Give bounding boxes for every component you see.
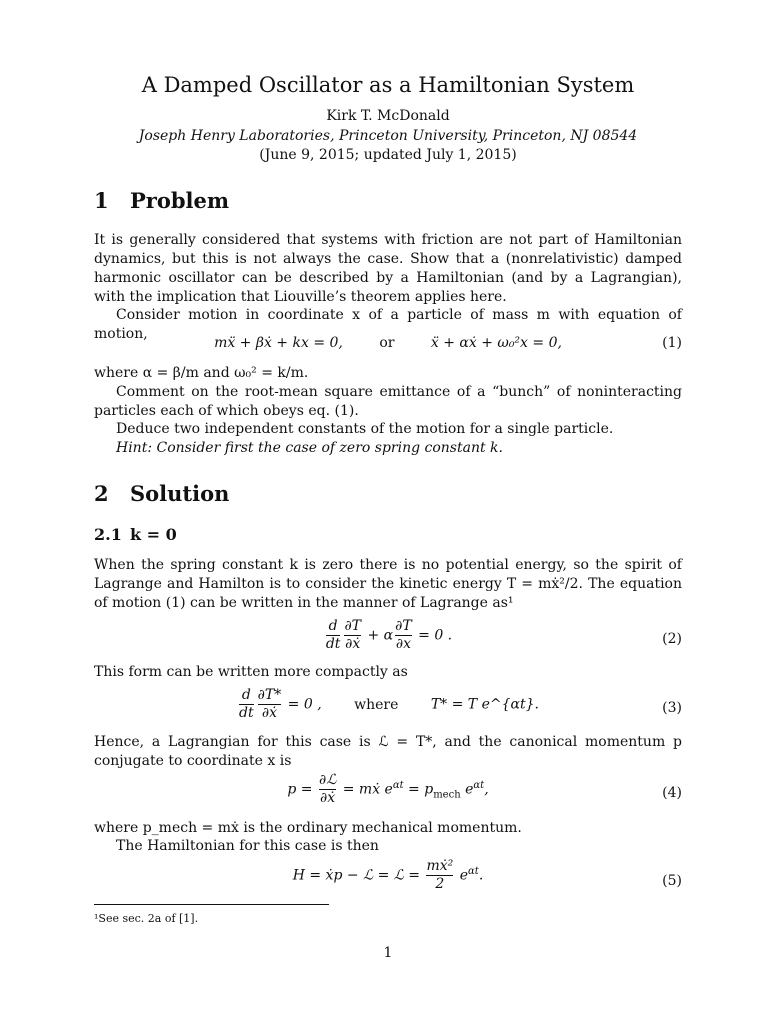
problem-paragraph-4: Comment on the root-mean square emittance of a “bunch” of noninteracting particles each of which obeys eq. (1).	[94, 384, 682, 419]
equation-1-number: (1)	[662, 335, 682, 351]
paper-affiliation: Joseph Henry Laboratories, Princeton University, Princeton, NJ 08544	[138, 128, 638, 144]
footnote-rule	[94, 904, 329, 905]
paper-date: (June 9, 2015; updated July 1, 2015)	[259, 147, 517, 163]
paper-title: A Damped Oscillator as a Hamiltonian System	[141, 73, 635, 97]
equation-4: p = $\frac{\text{∂ℒ}}{\text{∂ẋ}}$ = mẋ $e^{\alpha t} = p_{mech}$ $e^{\alpha t}$, (4)	[287, 772, 682, 806]
problem-paragraph-2: Consider motion in coordinate x of a particle of mass m with equation of motion,	[94, 307, 682, 342]
page-number: 1	[383, 945, 393, 961]
solution-paragraph-3: Hence, a Lagrangian for this case is ℒ = T*, and the canonical momentum p conjugate to coordinate x is	[94, 734, 682, 769]
problem-paragraph-5: Deduce two independent constants of the motion for a single particle.	[116, 421, 614, 437]
solution-paragraph-4: where p_mech = mẋ is the ordinary mechanical momentum.	[94, 820, 522, 836]
equation-5-number: (5)	[662, 873, 682, 889]
equation-3-number: (3)	[662, 700, 682, 716]
paper-author: Kirk T. McDonald	[326, 108, 450, 124]
solution-paragraph-5: The Hamiltonian for this case is then	[116, 838, 379, 854]
equation-1: mẍ + βẋ + kx = 0, or ẍ + αẋ + ω₀²x = 0, (1)	[214, 335, 682, 351]
footnote-1: ¹See sec. 2a of [1].	[94, 912, 199, 925]
equation-4-number: (4)	[662, 785, 682, 801]
problem-hint: Hint: Consider first the case of zero spring constant k.	[116, 440, 503, 456]
equation-5: H = ẋp − ℒ = ℒ = $\frac{\text{mẋ²}}{2}$ $e^{\alpha t}$. (5)	[292, 858, 682, 892]
problem-paragraph-1: It is generally considered that systems with friction are not part of Hamiltonian dynamics, but this is not always the case. Show that a (nonrelativistic) damped harmonic oscillator can be described by a Hamiltonian (and by a Lagrangian), with the implication that Liouville’s theorem applies here.	[94, 232, 682, 305]
equation-2-number: (2)	[662, 631, 682, 647]
subsection-k0-heading: 2.1 k = 0	[94, 525, 177, 544]
section-solution-heading: 2 Solution	[94, 481, 230, 506]
equation-3: $\frac{d}{dt}$ $\frac{\partial T*}{\text{∂ẋ}}$ = 0 , where T* = T e^{αt}. (3)	[239, 687, 682, 721]
problem-paragraph-3: where α = β/m and ω₀² = k/m.	[94, 365, 309, 381]
paper-page	[94, 0, 682, 1024]
solution-paragraph-1: When the spring constant k is zero there is no potential energy, so the spirit of Lagrange and Hamilton is to consider the kinetic energy T = mẋ²/2. The equation of motion (1) can be written in the manner of Lagrange as¹	[94, 557, 682, 611]
equation-2: $\frac{d}{dt}$ $\frac{\partial T}{\text{∂ẋ}}$ + α $\frac{\partial T}{\partial x}$ = 0 . (2)	[325, 618, 682, 652]
solution-paragraph-2: This form can be written more compactly as	[94, 664, 408, 680]
section-problem-heading: 1 Problem	[94, 188, 230, 213]
